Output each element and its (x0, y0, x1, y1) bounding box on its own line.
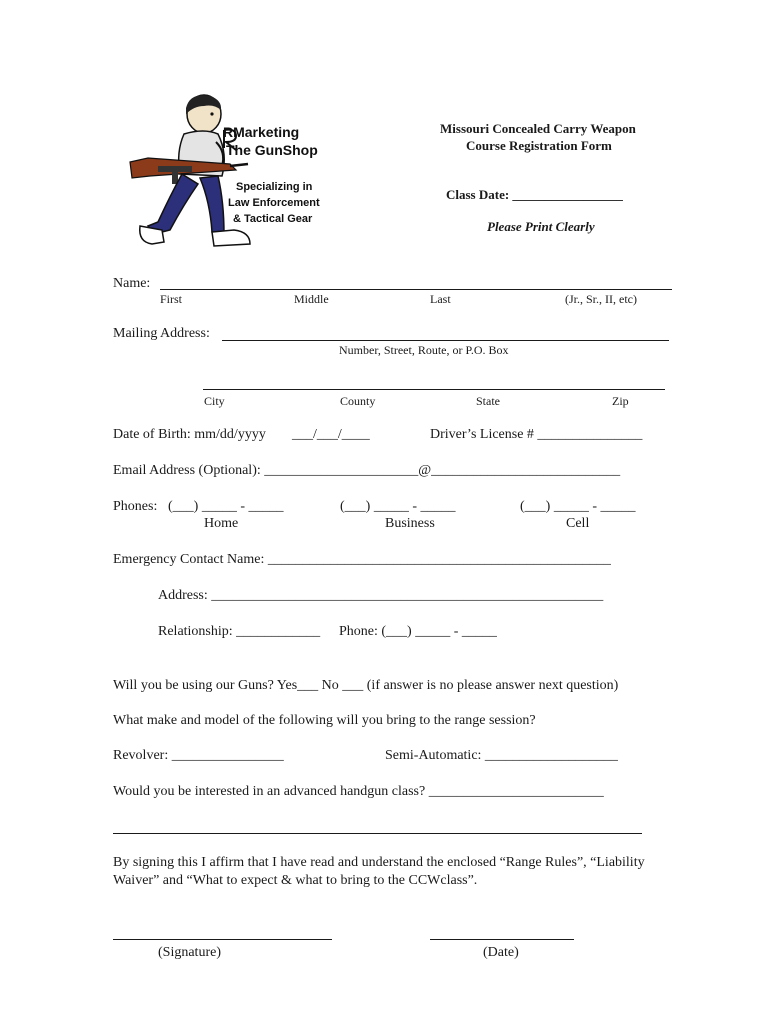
signature-caption: (Signature) (158, 945, 221, 960)
revolver-field[interactable]: Revolver: ________________ (113, 748, 284, 763)
form-title-line-2: Course Registration Form (466, 138, 612, 153)
name-label: Name: (113, 276, 151, 291)
city-line[interactable] (203, 389, 665, 390)
cell-phone[interactable]: (___) _____ - _____ (520, 499, 636, 514)
affirmation-line-2: Waiver” and “What to expect & what to bring to the CCWclass”. (113, 873, 478, 888)
suffix-caption: (Jr., Sr., II, etc) (565, 292, 637, 306)
signature-line[interactable] (113, 939, 332, 940)
emergency-phone[interactable]: Phone: (___) _____ - _____ (339, 624, 497, 639)
date-caption: (Date) (483, 945, 519, 960)
brand-line-1: RMarketing (223, 124, 300, 140)
make-model-question: What make and model of the following will you bring to the range session? (113, 713, 536, 728)
state-caption: State (476, 394, 500, 408)
street-line[interactable] (222, 340, 669, 341)
class-date: Class Date: _________________ (446, 187, 623, 202)
form-title-line-1: Missouri Concealed Carry Weapon (440, 121, 636, 136)
emergency-contact-name[interactable]: Emergency Contact Name: _________________________________________________ (113, 552, 611, 567)
city-caption: City (204, 394, 225, 408)
cell-caption: Cell (566, 516, 590, 531)
drivers-license[interactable]: Driver’s License # _______________ (430, 427, 643, 442)
business-phone[interactable]: (___) _____ - _____ (340, 499, 456, 514)
print-clearly-note: Please Print Clearly (487, 219, 595, 234)
zip-caption: Zip (612, 394, 629, 408)
first-caption: First (160, 292, 183, 306)
home-caption: Home (204, 516, 239, 531)
advanced-class-extra-line[interactable] (113, 833, 642, 834)
tagline-2: Law Enforcement (228, 197, 320, 209)
logo (118, 92, 348, 254)
street-caption: Number, Street, Route, or P.O. Box (339, 343, 509, 357)
business-caption: Business (385, 516, 435, 531)
phones-label: Phones: (113, 499, 158, 514)
advanced-class-question[interactable]: Would you be interested in an advanced handgun class? _________________________ (113, 784, 604, 799)
dob-label: Date of Birth: mm/dd/yyyy (113, 427, 266, 442)
home-phone[interactable]: (___) _____ - _____ (168, 499, 284, 514)
guns-question[interactable]: Will you be using our Guns? Yes___ No ___ (if answer is no please answer next question) (113, 678, 619, 693)
name-line[interactable] (160, 289, 672, 290)
email-address[interactable]: Email Address (Optional): ______________________@___________________________ (113, 463, 621, 478)
emergency-relationship[interactable]: Relationship: ____________ (158, 624, 321, 639)
dob-blank[interactable]: ___/___/____ (292, 427, 370, 442)
middle-caption: Middle (294, 292, 329, 306)
county-caption: County (340, 394, 376, 408)
tagline-3: & Tactical Gear (233, 213, 313, 225)
semi-automatic-field[interactable]: Semi-Automatic: ___________________ (385, 748, 618, 763)
date-line[interactable] (430, 939, 574, 940)
brand-line-2: The GunShop (226, 142, 318, 158)
gunman-illustration (118, 92, 348, 254)
mailing-address-label: Mailing Address: (113, 326, 210, 341)
tagline-1: Specializing in (236, 181, 313, 193)
last-caption: Last (430, 292, 451, 306)
emergency-address[interactable]: Address: ________________________________________________________ (158, 588, 604, 603)
affirmation-line-1: By signing this I affirm that I have read and understand the enclosed “Range Rules”, “Liability (113, 855, 645, 870)
